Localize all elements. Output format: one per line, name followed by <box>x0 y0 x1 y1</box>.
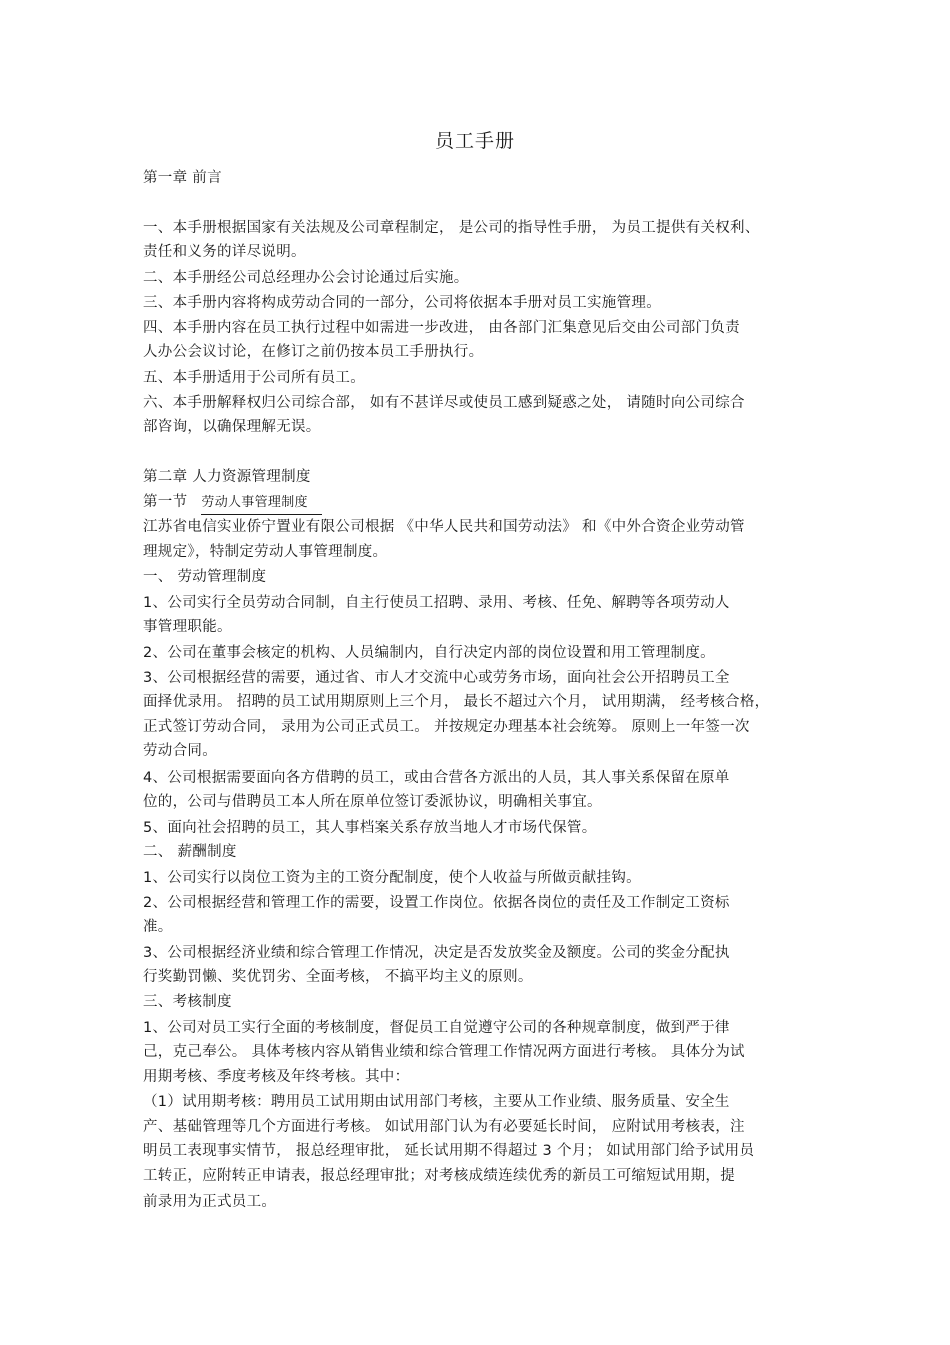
chapter-heading: 第一章 前言 <box>143 170 222 186</box>
text-line: 1、公司实行以岗位工资为主的工资分配制度，使个人收益与所做贡献挂钩。 <box>143 870 641 886</box>
text-line: 1、公司实行全员劳动合同制，自主行使员工招聘、录用、考核、任免、解聘等各项劳动人 <box>143 595 730 611</box>
section-heading <box>143 492 803 515</box>
text-line: 明员工表现事实情节， 报总经理审批， 延长试用期不得超过 3 个月； 如试用部门给予试用员 <box>143 1143 755 1159</box>
section-prefix: 第一节 <box>143 494 188 510</box>
text-line: 部咨询，以确保理解无误。 <box>143 419 321 435</box>
text-line: 江苏省电信实业侨宁置业有限公司根据 《中华人民共和国劳动法》 和《中外合资企业劳动管 <box>143 519 745 535</box>
text-line: 事管理职能。 <box>143 619 232 635</box>
text-line: 己，克己奉公。 具体考核内容从销售业绩和综合管理工作情况两方面进行考核。 具体分为试 <box>143 1044 745 1060</box>
text-line: 二、本手册经公司总经理办公会讨论通过后实施。 <box>143 270 469 286</box>
text-line: 3、公司根据经济业绩和综合管理工作情况，决定是否发放奖金及额度。公司的奖金分配执 <box>143 945 730 961</box>
document-title: 员工手册 <box>434 130 515 152</box>
text-line: 四、本手册内容在员工执行过程中如需进一步改进， 由各部门汇集意见后交由公司部门负责 <box>143 320 740 336</box>
text-line: 三、本手册内容将构成劳动合同的一部分，公司将依据本手册对员工实施管理。 <box>143 295 661 311</box>
text-line: 工转正，应附转正申请表，报总经理审批；对考核成绩连续优秀的新员工可缩短试用期，提 <box>143 1168 735 1184</box>
subsection-heading: 三、考核制度 <box>143 994 232 1010</box>
text-line: 六、本手册解释权归公司综合部， 如有不甚详尽或使员工感到疑惑之处， 请随时向公司综合 <box>143 395 745 411</box>
text-line: 用期考核、季度考核及年终考核。其中： <box>143 1069 410 1085</box>
text-line: 理规定》，特制定劳动人事管理制度。 <box>143 544 388 560</box>
text-line: 1、公司对员工实行全面的考核制度，督促员工自觉遵守公司的各种规章制度，做到严于律 <box>143 1020 730 1036</box>
text-line: 4、公司根据需要面向各方借聘的员工，或由合营各方派出的人员，其人事关系保留在原单 <box>143 770 730 786</box>
text-line: 准。 <box>143 919 173 935</box>
subsection-heading: 一、 劳动管理制度 <box>143 569 267 585</box>
text-line: 正式签订劳动合同， 录用为公司正式员工。 并按规定办理基本社会统筹。 原则上一年签一次 <box>143 719 750 735</box>
text-line: 一、本手册根据国家有关法规及公司章程制定， 是公司的指导性手册， 为员工提供有关权利、 <box>143 220 760 236</box>
text-line: 行奖勤罚懒、奖优罚劣、全面考核， 不搞平均主义的原则。 <box>143 969 533 985</box>
text-line: 2、公司在董事会核定的机构、人员编制内，自行决定内部的岗位设置和用工管理制度。 <box>143 645 715 661</box>
text-line: 劳动合同。 <box>143 743 217 759</box>
text-line: （1）试用期考核：聘用员工试用期由试用部门考核，主要从工作业绩、服务质量、安全生 <box>143 1094 730 1110</box>
text-line: 人办公会议讨论，在修订之前仍按本员工手册执行。 <box>143 344 484 360</box>
text-line: 责任和义务的详尽说明。 <box>143 244 306 260</box>
subsection-heading: 二、 薪酬制度 <box>143 844 237 860</box>
text-line: 五、本手册适用于公司所有员工。 <box>143 370 365 386</box>
text-line: 5、面向社会招聘的员工，其人事档案关系存放当地人才市场代保管。 <box>143 820 597 836</box>
text-line: 位的，公司与借聘员工本人所在原单位签订委派协议，明确相关事宜。 <box>143 794 602 810</box>
chapter-heading: 第二章 人力资源管理制度 <box>143 469 311 485</box>
text-line: 面择优录用。 招聘的员工试用期原则上三个月， 最长不超过六个月， 试用期满， 经考核合格， <box>143 694 770 710</box>
section-title-underlined: 劳动人事管理制度 <box>201 493 321 515</box>
text-line: 2、公司根据经营和管理工作的需要，设置工作岗位。依据各岗位的责任及工作制定工资标 <box>143 895 730 911</box>
text-line: 产、基础管理等几个方面进行考核。 如试用部门认为有必要延长时间， 应附试用考核表，注 <box>143 1119 745 1135</box>
text-line: 前录用为正式员工。 <box>143 1194 277 1210</box>
text-line: 3、公司根据经营的需要，通过省、市人才交流中心或劳务市场，面向社会公开招聘员工全 <box>143 670 730 686</box>
